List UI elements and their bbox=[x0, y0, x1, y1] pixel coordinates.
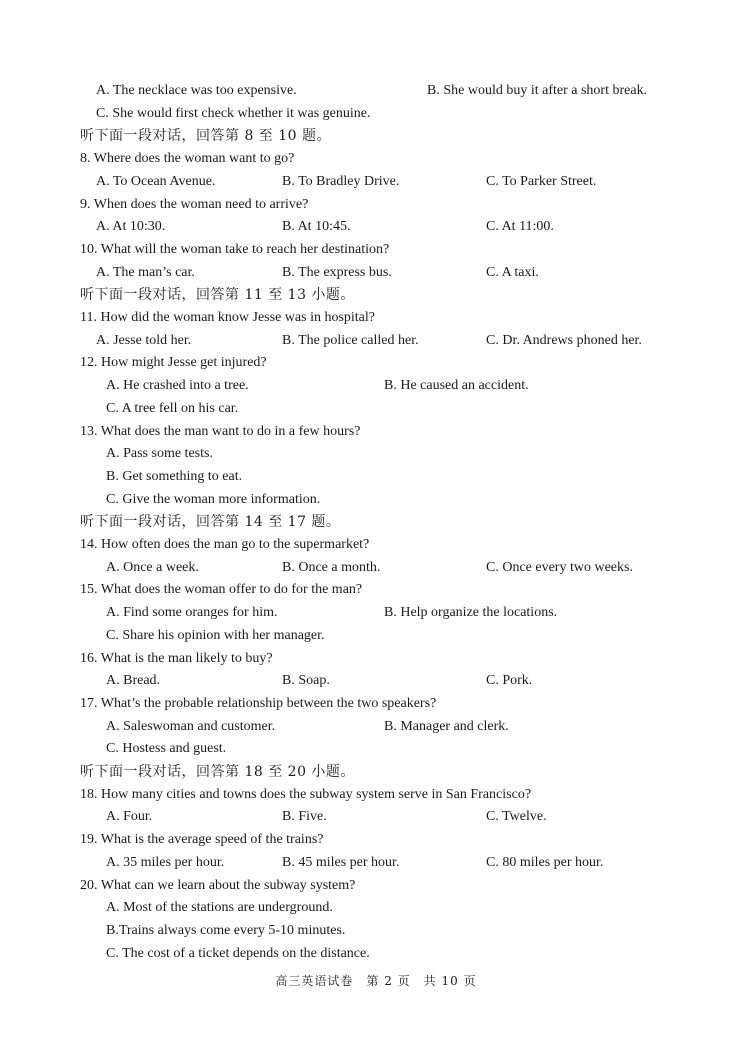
answer-option: C. Give the woman more information. bbox=[106, 491, 321, 507]
answer-option: B. Get something to eat. bbox=[106, 468, 243, 484]
answer-option: A. Find some oranges for him. bbox=[106, 605, 278, 621]
answer-option: A. Pass some tests. bbox=[106, 446, 213, 462]
answer-option: A. Jesse told her. bbox=[96, 332, 192, 348]
question-text: 13. What does the man want to do in a few hours? bbox=[80, 423, 361, 439]
option-row bbox=[0, 80, 752, 102]
option-row bbox=[0, 806, 752, 828]
answer-option: B. Once a month. bbox=[282, 559, 381, 575]
section-instruction: 听下面一段对话，回答第 11 至 13 小题。 bbox=[80, 287, 355, 304]
question-text: 19. What is the average speed of the trains? bbox=[80, 832, 324, 848]
option-row bbox=[0, 852, 752, 874]
answer-option: B. At 10:45. bbox=[282, 219, 351, 235]
question-text: 8. Where does the woman want to go? bbox=[80, 151, 295, 167]
question-text: 16. What is the man likely to buy? bbox=[80, 650, 273, 666]
question-text: 18. How many cities and towns does the subway system serve in San Francisco? bbox=[80, 786, 532, 802]
section-instruction: 听下面一段对话，回答第 18 至 20 小题。 bbox=[80, 764, 355, 780]
page-footer: 高三英语试卷 第 2 页 共 10 页 bbox=[275, 974, 477, 988]
option-row bbox=[0, 330, 752, 352]
option-row bbox=[0, 716, 752, 738]
answer-option: B. To Bradley Drive. bbox=[282, 173, 400, 189]
answer-option: C. Hostess and guest. bbox=[106, 741, 227, 757]
option-row bbox=[0, 398, 752, 420]
option-row bbox=[0, 943, 752, 965]
answer-option: B. Help organize the locations. bbox=[384, 605, 558, 621]
answer-option: C. Pork. bbox=[486, 673, 533, 689]
question-text: 15. What does the woman offer to do for the man? bbox=[80, 582, 363, 598]
option-row bbox=[0, 103, 752, 125]
answer-option: C. The cost of a ticket depends on the distance. bbox=[106, 945, 370, 961]
answer-option: C. At 11:00. bbox=[486, 219, 554, 235]
option-row bbox=[0, 920, 752, 942]
answer-option: C. She would first check whether it was genuine. bbox=[96, 105, 371, 121]
question-text: 14. How often does the man go to the supermarket? bbox=[80, 537, 370, 552]
option-row bbox=[0, 375, 752, 397]
option-row bbox=[0, 625, 752, 647]
answer-option: C. Twelve. bbox=[486, 809, 547, 825]
answer-option: B. The police called her. bbox=[282, 332, 419, 348]
option-row bbox=[0, 262, 752, 284]
option-row bbox=[0, 466, 752, 488]
question-text: 12. How might Jesse get injured? bbox=[80, 355, 267, 371]
question-text: 9. When does the woman need to arrive? bbox=[80, 196, 309, 212]
answer-option: A. To Ocean Avenue. bbox=[96, 173, 216, 189]
answer-option: B. 45 miles per hour. bbox=[282, 854, 400, 870]
answer-option: A. Once a week. bbox=[106, 559, 199, 575]
answer-option: B. He caused an accident. bbox=[384, 378, 529, 394]
answer-option: A. 35 miles per hour. bbox=[106, 854, 225, 870]
answer-option: A. Bread. bbox=[106, 673, 161, 689]
answer-option: C. Share his opinion with her manager. bbox=[106, 627, 325, 643]
answer-option: B.Trains always come every 5-10 minutes. bbox=[106, 922, 346, 938]
answer-option: C. A tree fell on his car. bbox=[106, 400, 239, 416]
answer-option: B. Five. bbox=[282, 809, 327, 825]
answer-option: C. A taxi. bbox=[486, 264, 539, 280]
question-text: 20. What can we learn about the subway system? bbox=[80, 877, 356, 893]
option-row bbox=[0, 897, 752, 919]
option-row bbox=[0, 670, 752, 692]
answer-option: B. The express bus. bbox=[282, 264, 392, 280]
answer-option: A. He crashed into a tree. bbox=[106, 378, 249, 394]
question-text: 11. How did the woman know Jesse was in hospital? bbox=[80, 310, 375, 325]
answer-option: C. To Parker Street. bbox=[486, 173, 597, 189]
answer-option: B. Manager and clerk. bbox=[384, 718, 509, 734]
answer-option: A. Four. bbox=[106, 809, 153, 825]
answer-option: C. 80 miles per hour. bbox=[486, 854, 604, 870]
option-row bbox=[0, 489, 752, 511]
option-row bbox=[0, 171, 752, 193]
answer-option: A. The necklace was too expensive. bbox=[96, 83, 297, 98]
option-row bbox=[0, 216, 752, 238]
answer-option: C. Dr. Andrews phoned her. bbox=[486, 332, 642, 348]
option-row bbox=[0, 443, 752, 465]
answer-option: C. Once every two weeks. bbox=[486, 559, 633, 575]
question-text: 10. What will the woman take to reach her destination? bbox=[80, 241, 390, 257]
section-instruction: 听下面一段对话，回答第 8 至 10 题。 bbox=[80, 128, 332, 145]
option-row bbox=[0, 602, 752, 624]
answer-option: B. She would buy it after a short break. bbox=[427, 83, 648, 98]
option-row bbox=[0, 738, 752, 760]
question-text: 17. What’s the probable relationship between the two speakers? bbox=[80, 695, 437, 711]
answer-option: B. Soap. bbox=[282, 673, 330, 689]
answer-option: A. Most of the stations are underground. bbox=[106, 900, 333, 916]
section-instruction: 听下面一段对话，回答第 14 至 17 题。 bbox=[80, 514, 341, 531]
answer-option: A. The man’s car. bbox=[96, 264, 195, 280]
answer-option: A. Saleswoman and customer. bbox=[106, 718, 276, 734]
answer-option: A. At 10:30. bbox=[96, 219, 166, 235]
option-row bbox=[0, 557, 752, 579]
